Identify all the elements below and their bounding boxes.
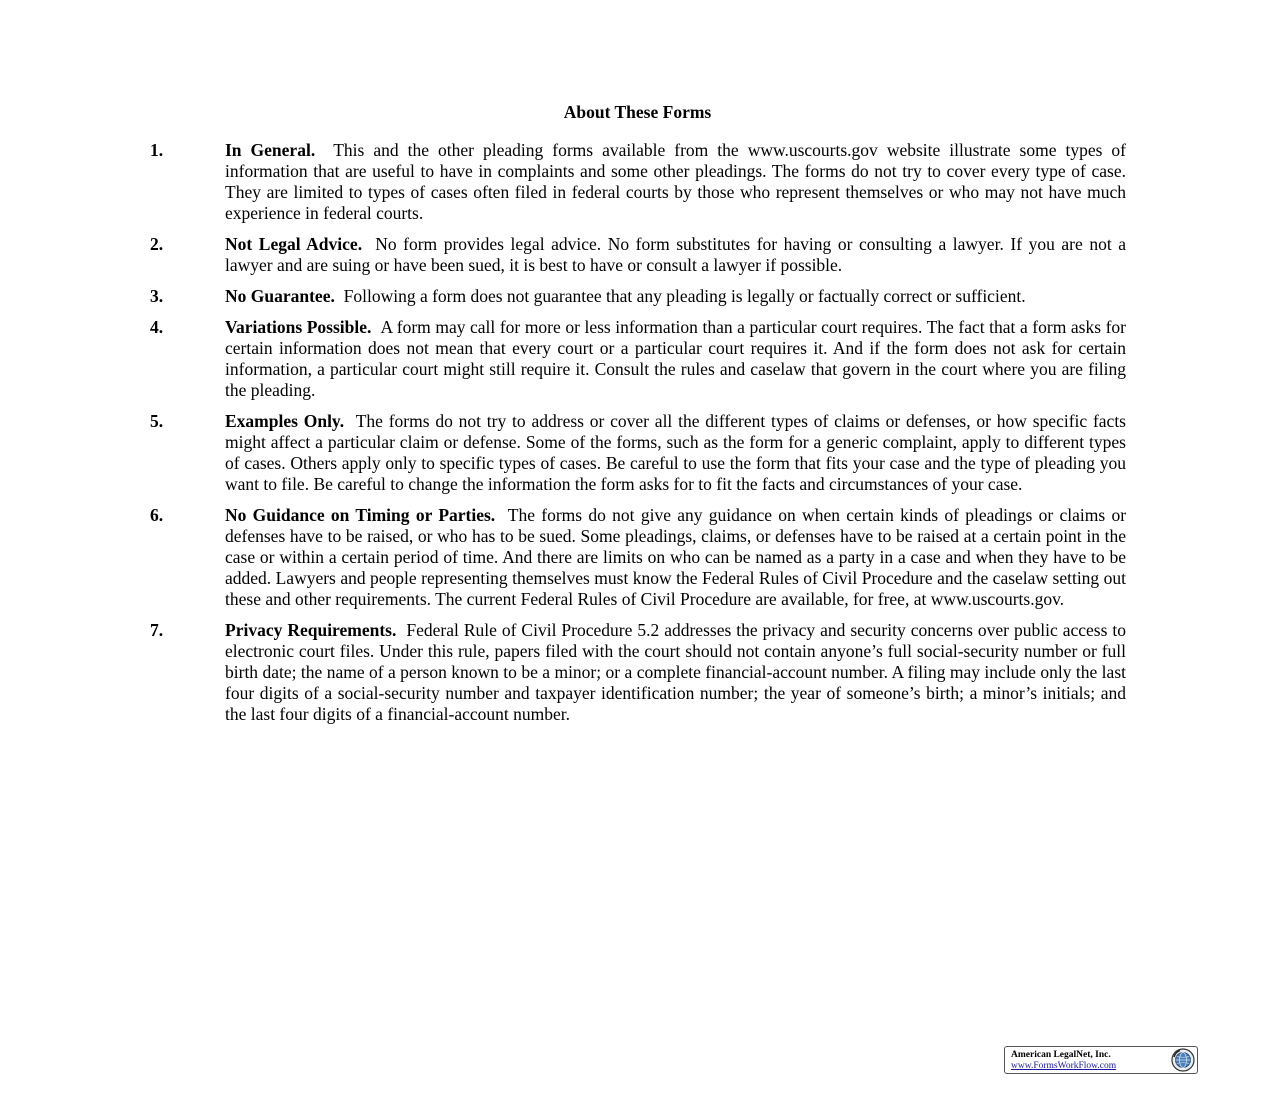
section-3: [150, 286, 1126, 307]
section-heading: Not Legal Advice.: [225, 234, 363, 254]
footer-badge[interactable]: [1004, 1046, 1198, 1074]
section-text: Following a form does not guarantee that any pleading is legally or factually correct or sufficient.: [343, 286, 1026, 306]
section-6: [150, 505, 1126, 610]
badge-company-name: American LegalNet, Inc.: [1011, 1050, 1111, 1060]
section-number: 6.: [150, 505, 164, 525]
section-number: 5.: [150, 411, 164, 431]
section-text: Federal Rule of Civil Procedure 5.2 addresses the privacy and security concerns over public access to electronic court files. Under this rule, papers filed with the court should not contain anyone’s full social-security number or full birth date; the name of a person known to be a minor; or a complete financial-account number. A filing may include only the last four digits of a social-security number and taxpayer identification number; the year of someone’s birth; a minor’s initials; and the last four digits of a financial-account number.: [225, 620, 1126, 724]
section-text: This and the other pleading forms available from the www.uscourts.gov website illustrate some types of information that are useful to have in complaints and some other pleadings. The forms do not try to cover every type of case. They are limited to types of cases often filed in federal courts by those who represent themselves or who may not have much experience in federal courts.: [225, 140, 1127, 223]
section-text: The forms do not give any guidance on when certain kinds of pleadings or claims or defenses have to be raised, or who has to be sued. Some pleadings, claims, or defenses have to be raised at a certain point in the case or within a certain period of time. And there are limits on who can be named as a party in a case and when they have to be added. Lawyers and people representing themselves must know the Federal Rules of Civil Procedure and the caselaw setting out these and other requirements. The current Federal Rules of Civil Procedure are available, for free, at www.uscourts.gov.: [225, 505, 1127, 609]
badge-website-link[interactable]: www.FormsWorkFlow.com: [1011, 1061, 1117, 1071]
section-5: [150, 411, 1126, 495]
section-number: 3.: [150, 286, 164, 306]
section-number: 7.: [150, 620, 164, 640]
section-body: [225, 505, 1126, 610]
section-heading: No Guidance on Timing or Parties.: [225, 505, 496, 525]
section-heading: In General.: [225, 140, 316, 160]
section-heading: Examples Only.: [225, 411, 345, 431]
section-7: [150, 620, 1126, 725]
section-number: 1.: [150, 140, 164, 160]
section-body: [225, 234, 1126, 276]
section-2: [150, 234, 1126, 276]
section-1: [150, 140, 1126, 224]
section-body: [225, 140, 1126, 224]
sections-list: [150, 140, 1126, 735]
section-heading: Privacy Requirements.: [225, 620, 397, 640]
section-text: A form may call for more or less information than a particular court requires. The fact that a form asks for certain information does not mean that every court or a particular court requires it. And if the form does not ask for certain information, a particular court might still require it. Consult the rules and caselaw that govern in the court where you are filing the pleading.: [225, 317, 1127, 400]
section-body: [225, 411, 1126, 495]
section-body: [225, 620, 1126, 725]
section-heading: Variations Possible.: [225, 317, 372, 337]
section-heading: No Guarantee.: [225, 286, 335, 306]
section-number: 2.: [150, 234, 164, 254]
globe-logo-icon: [1171, 1048, 1195, 1072]
section-text: The forms do not try to address or cover all the different types of claims or defenses, or how specific facts might affect a particular claim or defense. Some of the forms, such as the form for a generic complaint, apply to different types of cases. Others apply only to specific types of cases. Be careful to use the form that fits your case and the type of pleading you want to file. Be careful to change the information the form asks for to fit the facts and circumstances of your case.: [225, 411, 1126, 494]
section-body: [225, 286, 1126, 307]
section-number: 4.: [150, 317, 164, 337]
section-text: No form provides legal advice. No form substitutes for having or consulting a lawyer. If you are not a lawyer and are suing or have been sued, it is best to have or consult a lawyer if possible.: [225, 234, 1127, 275]
section-body: [225, 317, 1126, 401]
page-title: About These Forms: [563, 102, 712, 122]
section-4: [150, 317, 1126, 401]
